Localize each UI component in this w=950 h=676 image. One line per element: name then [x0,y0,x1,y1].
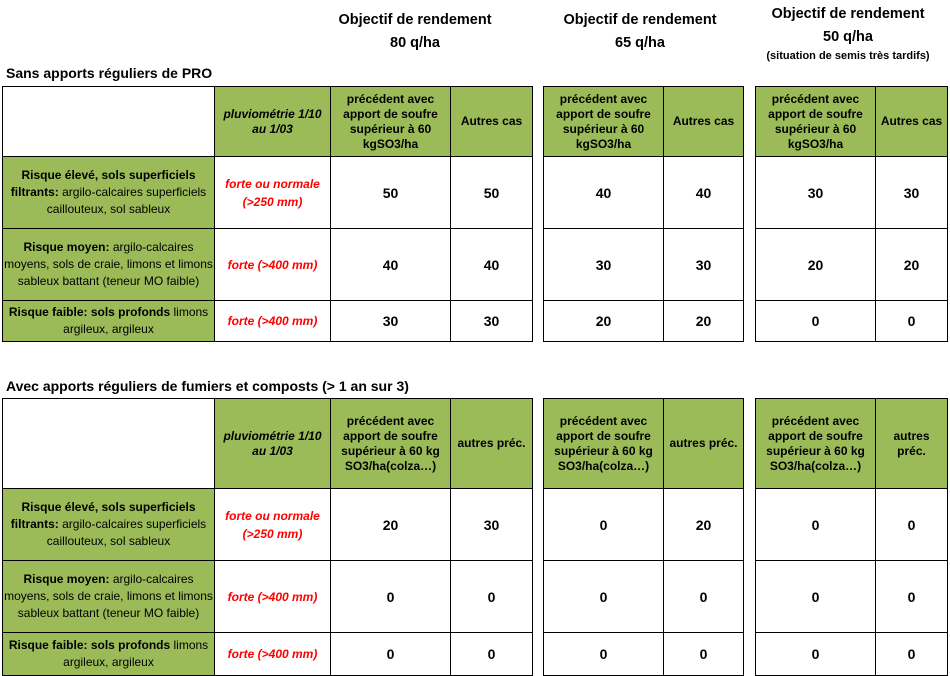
value-cell: 0 [331,561,451,633]
column-header-autres: autres préc. [451,399,533,489]
value-cell: 30 [756,157,876,229]
table-50-avec-fumiers [755,398,948,676]
objective-title: Objectif de rendement [771,6,925,22]
objective-header-50 [748,3,948,63]
value-cell: 40 [544,157,664,229]
value-cell: 0 [664,561,744,633]
risk-detail: limons argileux, argileux [63,305,209,336]
value-cell: 0 [664,633,744,676]
value-cell: 30 [451,301,533,342]
objective-yield: 80 q/ha [390,35,440,51]
objective-note: (situation de semis très tardifs) [766,50,930,62]
column-header-autres: Autres cas [664,87,744,157]
value-cell: 20 [876,229,948,301]
table-50-sans-pro [755,86,948,342]
section-title-sans-pro: Sans apports réguliers de PRO [6,65,213,81]
rain-cell: forte ou normale (>250 mm) [215,489,331,561]
value-cell: 0 [544,561,664,633]
value-cell: 20 [331,489,451,561]
value-cell: 30 [664,229,744,301]
risk-title: Risque moyen: [23,572,110,586]
risk-label-medium [3,561,215,633]
value-cell: 0 [876,633,948,676]
objective-yield: 65 q/ha [615,35,665,51]
column-header-autres: Autres cas [876,87,948,157]
risk-label-high [3,489,215,561]
objective-yield: 50 q/ha [823,29,873,45]
value-cell: 20 [664,301,744,342]
rain-cell: forte ou normale (>250 mm) [215,157,331,229]
column-header-precedent: précédent avec apport de soufre supérieur à 60 kgSO3/ha [331,87,451,157]
value-cell: 20 [664,489,744,561]
value-cell: 0 [451,561,533,633]
rain-cell: forte (>400 mm) [215,229,331,301]
value-cell: 0 [876,561,948,633]
risk-detail: argilo-calcaires moyens, sols de craie, limons et limons sableux battant (teneur MO faible) [4,240,213,288]
value-cell: 0 [876,489,948,561]
value-cell: 0 [756,633,876,676]
value-cell: 40 [664,157,744,229]
table-80-sans-pro [2,86,533,342]
risk-label-low [3,633,215,676]
column-header-precedent: précédent avec apport de soufre supérieur à 60 kg SO3/ha(colza…) [544,399,664,489]
value-cell: 50 [331,157,451,229]
value-cell: 0 [451,633,533,676]
objective-title: Objectif de rendement [563,12,717,28]
value-cell: 0 [331,633,451,676]
pluviometry-header: pluviométrie 1/10 au 1/03 [215,399,331,489]
value-cell: 0 [544,633,664,676]
risk-label-low [3,301,215,342]
column-header-precedent: précédent avec apport de soufre supérieur à 60 kg SO3/ha(colza…) [756,399,876,489]
risk-title: Risque faible: sols profonds [8,638,171,652]
risk-detail: limons argileux, argileux [63,638,209,669]
section-title-avec-fumiers: Avec apports réguliers de fumiers et composts (> 1 an sur 3) [6,378,409,394]
objective-title: Objectif de rendement [338,12,492,28]
rain-cell: forte (>400 mm) [215,301,331,342]
column-header-precedent: précédent avec apport de soufre supérieur à 60 kg SO3/ha(colza…) [331,399,451,489]
value-cell: 40 [451,229,533,301]
value-cell: 0 [756,489,876,561]
table-65-avec-fumiers [543,398,744,676]
risk-title: Risque élevé, sols superficiels filtrants: [10,500,196,531]
pluviometry-header: pluviométrie 1/10 au 1/03 [215,87,331,157]
empty-header-cell [3,87,215,157]
value-cell: 0 [544,489,664,561]
empty-header-cell [3,399,215,489]
value-cell: 30 [451,489,533,561]
value-cell: 30 [876,157,948,229]
rain-cell: forte (>400 mm) [215,561,331,633]
column-header-precedent: précédent avec apport de soufre supérieur à 60 kgSO3/ha [544,87,664,157]
risk-detail: argilo-calcaires superficiels caillouteux, sol sableux [46,185,207,216]
objective-header-65 [540,9,740,55]
column-header-autres: Autres cas [451,87,533,157]
risk-label-medium [3,229,215,301]
value-cell: 0 [876,301,948,342]
value-cell: 40 [331,229,451,301]
value-cell: 0 [756,561,876,633]
value-cell: 50 [451,157,533,229]
risk-detail: argilo-calcaires superficiels caillouteux, sol sableux [46,517,207,548]
risk-title: Risque élevé, sols superficiels filtrants: [10,168,196,199]
value-cell: 20 [544,301,664,342]
column-header-autres: autres préc. [664,399,744,489]
column-header-precedent: précédent avec apport de soufre supérieur à 60 kgSO3/ha [756,87,876,157]
risk-detail: argilo-calcaires moyens, sols de craie, limons et limons sableux battant (teneur MO faible) [4,572,213,620]
risk-label-high [3,157,215,229]
value-cell: 20 [756,229,876,301]
rain-cell: forte (>400 mm) [215,633,331,676]
value-cell: 30 [331,301,451,342]
table-65-sans-pro [543,86,744,342]
value-cell: 30 [544,229,664,301]
value-cell: 0 [756,301,876,342]
objective-header-80 [325,9,505,55]
column-header-autres: autres préc. [876,399,948,489]
risk-title: Risque faible: sols profonds [8,305,171,319]
table-80-avec-fumiers [2,398,533,676]
risk-title: Risque moyen: [23,240,110,254]
